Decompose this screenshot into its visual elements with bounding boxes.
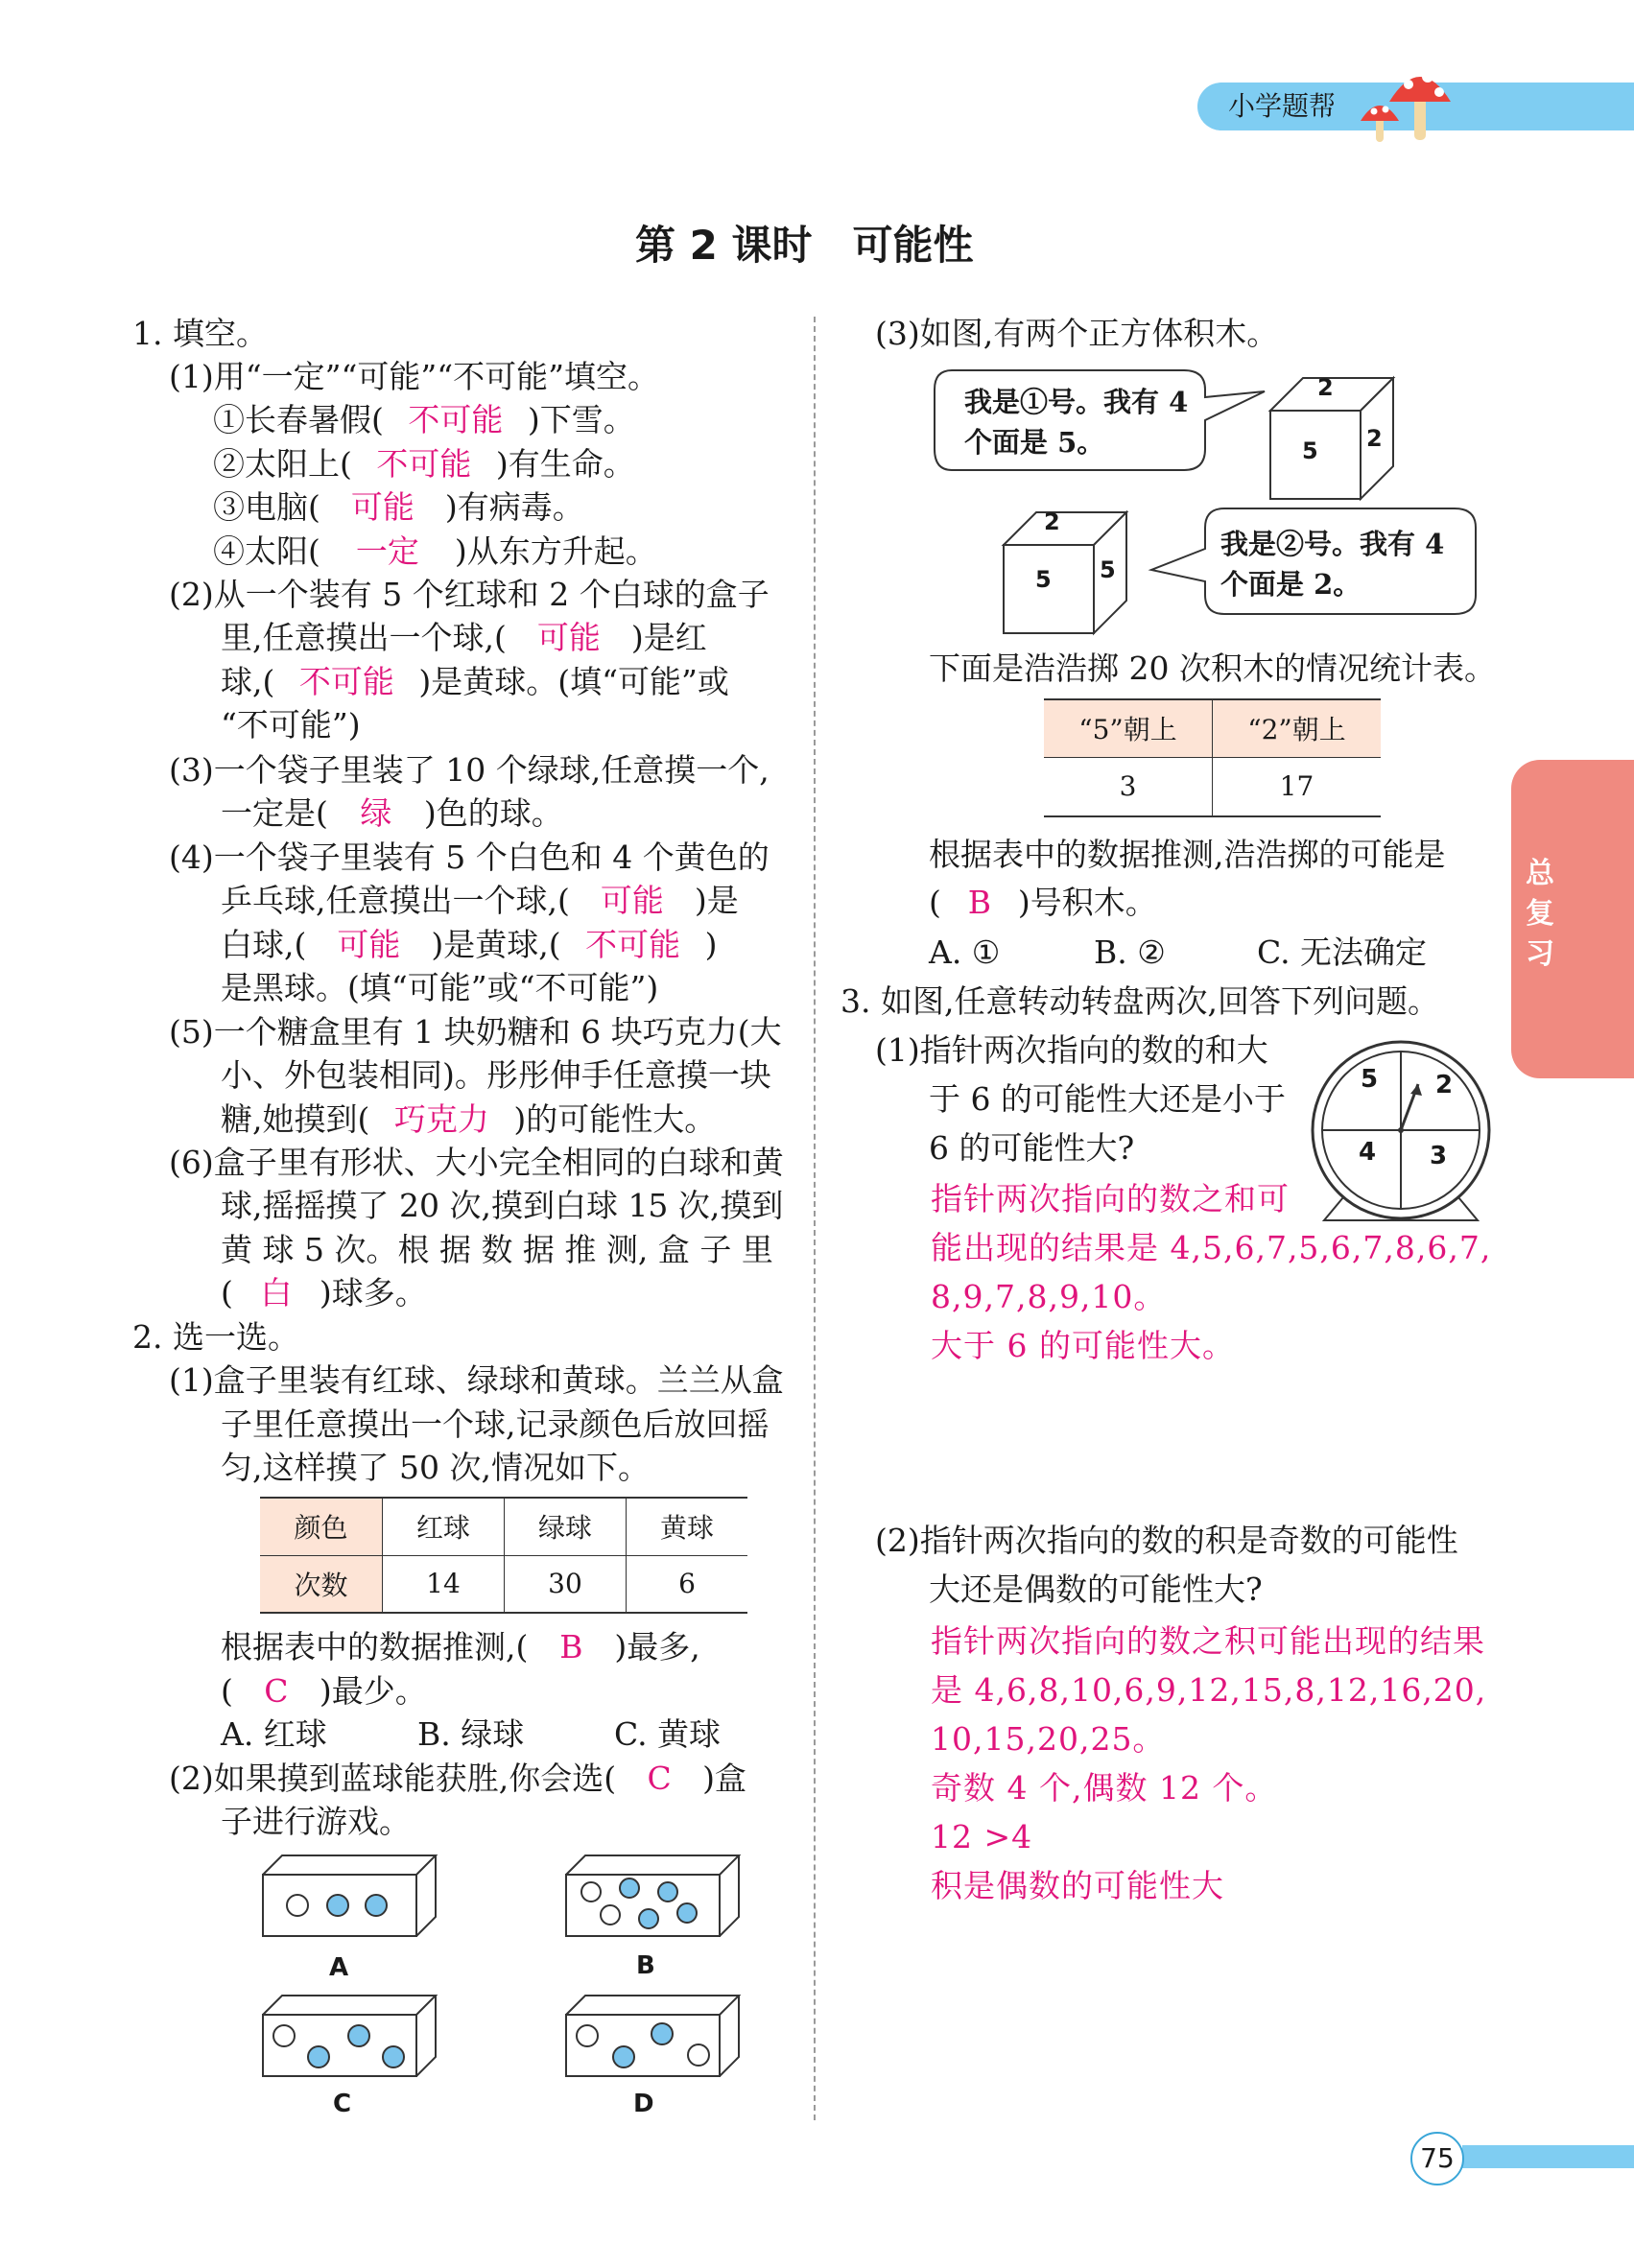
- q1-p2-line1: (2)从一个装有 5 个红球和 2 个白球的盒子: [169, 576, 770, 613]
- q2-p1-line1: (1)盒子里装有红球、绿球和黄球。兰兰从盒: [169, 1361, 784, 1399]
- q1-p6-line4: ( 白 )球多。: [221, 1274, 427, 1311]
- q1-p4-line4: 是黑球。(填“可能”或“不可能”): [221, 969, 659, 1006]
- q1-item-3: ③电脑( 可能 )有病毒。: [213, 488, 584, 526]
- q1-item-4: ④太阳( 一定 )从东方升起。: [213, 532, 657, 570]
- q2-p1-option-b: B. 绿球: [417, 1715, 525, 1753]
- q2-p3-option-b: B. ②: [1094, 933, 1166, 971]
- q2-p3-line1: (3)如图,有两个正方体积木。: [875, 315, 1279, 352]
- q1-p2-line3: 球,( 不可能 )是黄球。(填“可能”或: [221, 663, 729, 700]
- page-number-bar: [1462, 2145, 1634, 2168]
- spinner-label-1: 5: [1361, 1065, 1379, 1094]
- q3-p1-line2: 于 6 的可能性大还是小于: [929, 1080, 1286, 1118]
- q1-p2-line2: 里,任意摸出一个球,( 可能 )是红: [221, 619, 707, 656]
- q1-p1-prompt: (1)用“一定”“可能”“不可能”填空。: [169, 358, 659, 395]
- q2-p3-option-a: A. ①: [929, 933, 1001, 971]
- side-tab-label: 总复习: [1526, 857, 1554, 971]
- brand-label: 小学题帮: [1228, 90, 1337, 122]
- q2-p3-line3: 根据表中的数据推测,浩浩掷的可能是: [929, 836, 1446, 873]
- q1-p3-line2: 一定是( 绿 )色的球。: [221, 794, 563, 832]
- cube-1-front: 5: [1302, 437, 1318, 464]
- q3-p2-answer-3: 10,15,20,25。: [931, 1720, 1166, 1758]
- q1-p6-line1: (6)盒子里有形状、大小完全相同的白球和黄: [169, 1144, 784, 1181]
- cube-2-top: 2: [1044, 508, 1060, 535]
- q2-p2-line1: (2)如果摸到蓝球能获胜,你会选( C )盒: [169, 1760, 746, 1797]
- q1-p4-line3: 白球,( 可能 )是黄球,( 不可能 ): [221, 926, 718, 963]
- q1-item-2: ②太阳上( 不可能 )有生命。: [213, 445, 635, 483]
- q2-p3-option-c: C. 无法确定: [1257, 933, 1428, 971]
- cube-2-front: 5: [1035, 566, 1052, 593]
- q1-p4-line2: 乒乓球,任意摸出一个球,( 可能 )是: [221, 882, 739, 919]
- q1-p2-line4: “不可能”): [221, 706, 361, 744]
- q3-p2-answer-6: 积是偶数的可能性大: [931, 1867, 1224, 1904]
- ball-count-table: 颜色 红球 绿球 黄球 次数 14 30 6: [260, 1497, 747, 1614]
- q1-p3-line1: (3)一个袋子里装了 10 个绿球,任意摸一个,: [169, 751, 770, 789]
- cube-2-side: 5: [1100, 556, 1116, 583]
- q1-p4-line1: (4)一个袋子里装有 5 个白色和 4 个黄色的: [169, 839, 770, 876]
- box-d-label: D: [633, 2090, 654, 2118]
- q1-p6-line3: 黄 球 5 次。根 据 数 据 推 测, 盒 子 里: [221, 1231, 773, 1268]
- q2-title: 2. 选一选。: [132, 1318, 299, 1356]
- bubble-2-line1: 我是②号。我有 4: [1220, 528, 1445, 560]
- bubble-1-line1: 我是①号。我有 4: [964, 386, 1189, 418]
- q1-p5-line1: (5)一个糖盒里有 1 块奶糖和 6 块巧克力(大: [169, 1013, 782, 1051]
- box-b: [566, 1855, 739, 1936]
- box-c: [263, 1996, 436, 2076]
- q1-p6-line2: 球,摇摇摸了 20 次,摸到白球 15 次,摸到: [221, 1187, 784, 1224]
- page-number: 75: [1410, 2132, 1464, 2185]
- q2-p1-option-c: C. 黄球: [614, 1715, 722, 1753]
- q2-p3-line2: 下面是浩浩掷 20 次积木的情况统计表。: [929, 650, 1496, 687]
- spinner: [1305, 1034, 1497, 1226]
- q1-item-1: ①长春暑假( 不可能 )下雪。: [213, 401, 635, 438]
- q2-p1-line2: 子里任意摸出一个球,记录颜色后放回摇: [221, 1406, 770, 1443]
- q1-title: 1. 填空。: [132, 315, 268, 352]
- page-title: 第 2 课时 可能性: [635, 222, 974, 269]
- q1-p5-line2: 小、外包装相同)。彤彤伸手任意摸一块: [221, 1056, 771, 1094]
- q3-p2-answer-4: 奇数 4 个,偶数 12 个。: [931, 1769, 1278, 1807]
- roll-count-table: “5”朝上 “2”朝上 3 17: [1044, 698, 1381, 817]
- bubble-2-line2: 个面是 2。: [1220, 568, 1362, 601]
- q3-p2-answer-5: 12 >4: [931, 1818, 1033, 1855]
- q3-p2-answer-1: 指针两次指向的数之积可能出现的结果: [931, 1622, 1485, 1660]
- cube-1-top: 2: [1317, 374, 1334, 401]
- q3-p1-answer-3: 8,9,7,8,9,10。: [931, 1278, 1167, 1315]
- q3-p2-line1: (2)指针两次指向的数的积是奇数的可能性: [875, 1522, 1458, 1559]
- q3-p1-answer-2: 能出现的结果是 4,5,6,7,5,6,7,8,6,7,: [931, 1229, 1492, 1266]
- q2-p1-line5: ( C )最少。: [221, 1672, 427, 1710]
- q3-p1-line3: 6 的可能性大?: [929, 1129, 1135, 1167]
- q3-p1-answer-1: 指针两次指向的数之和可: [931, 1180, 1290, 1217]
- spinner-label-3: 4: [1359, 1138, 1377, 1167]
- ball-boxes: [259, 1852, 758, 2120]
- spinner-label-4: 3: [1430, 1142, 1448, 1170]
- column-divider: [814, 317, 816, 2120]
- spinner-label-2: 2: [1435, 1071, 1454, 1099]
- q3-p1-line1: (1)指针两次指向的数的和大: [875, 1031, 1268, 1069]
- mushroom-icon: [1351, 56, 1466, 152]
- q2-p1-line3: 匀,这样摸了 50 次,情况如下。: [221, 1449, 650, 1486]
- cube-1-side: 2: [1366, 425, 1383, 452]
- q3-p2-line2: 大还是偶数的可能性大?: [929, 1571, 1263, 1608]
- q2-p3-line4: ( B )号积木。: [929, 884, 1157, 921]
- box-d: [566, 1996, 739, 2076]
- q2-p1-line4: 根据表中的数据推测,( B )最多,: [221, 1628, 700, 1666]
- bubble-1-line2: 个面是 5。: [964, 426, 1105, 459]
- box-b-label: B: [636, 1951, 655, 1980]
- box-a: [263, 1855, 436, 1936]
- q3-p2-answer-2: 是 4,6,8,10,6,9,12,15,8,12,16,20,: [931, 1671, 1487, 1709]
- q2-p1-option-a: A. 红球: [221, 1715, 327, 1753]
- q1-p5-line3: 糖,她摸到( 巧克力 )的可能性大。: [221, 1100, 717, 1138]
- q3-p1-answer-4: 大于 6 的可能性大。: [931, 1327, 1235, 1364]
- box-c-label: C: [333, 2090, 352, 2118]
- q3-title: 3. 如图,任意转动转盘两次,回答下列问题。: [841, 982, 1439, 1020]
- box-a-label: A: [329, 1953, 349, 1982]
- q2-p2-line2: 子进行游戏。: [221, 1803, 411, 1840]
